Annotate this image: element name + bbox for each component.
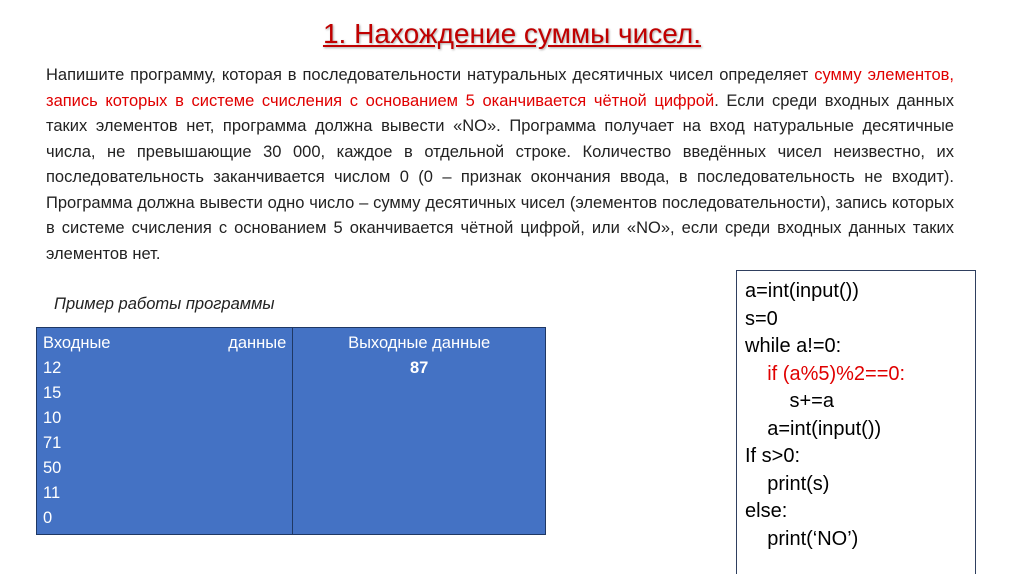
input-value: 0 bbox=[43, 509, 53, 527]
input-value: 12 bbox=[43, 359, 62, 377]
code-line-highlighted: if (a%5)%2==0: bbox=[745, 362, 906, 385]
example-caption: Пример работы программы bbox=[54, 295, 275, 313]
code-line: a=int(input()) bbox=[745, 280, 859, 302]
code-line: s+=a bbox=[745, 390, 834, 412]
code-line: else: bbox=[745, 500, 788, 522]
input-header bbox=[43, 331, 286, 356]
output-column bbox=[293, 328, 546, 535]
input-header-word2: данные bbox=[228, 334, 287, 352]
code-line: a=int(input()) bbox=[745, 417, 882, 440]
input-value: 15 bbox=[43, 384, 62, 402]
output-header: Выходные данные bbox=[348, 334, 491, 352]
code-line: If s>0: bbox=[745, 445, 801, 467]
task-text-part3: . Если среди входных данных таких элементов нет, программа должна вывести «NO». Программа получает на вход натуральные десятичные числа, не превышающие 30 000, каждое в отдельной строке. Количество введённых чисел неизвестно, их последовательность заканчивается числом 0 (0 – признак окончания ввода, в последовательность не входит). Программа должна вывести одно число – сумму десятичных чисел (элементов последовательности), запись которых в системе счисления с основанием 5 оканчивается чётной цифрой, или «NO», если среди входных данных таких элементов нет. bbox=[46, 91, 954, 263]
input-column bbox=[37, 328, 293, 535]
code-line: s=0 bbox=[745, 307, 778, 330]
task-text-part1: Напишите программу, которая в последовательности натуральных десятичных чисел определяет bbox=[46, 66, 815, 84]
task-text-highlight: сумму элементов, запись которых в системе счисления с основанием 5 оканчивается чётной цифрой bbox=[46, 66, 954, 110]
slide-title: 1. Нахождение суммы чисел. bbox=[322, 18, 702, 49]
input-value: 10 bbox=[43, 409, 62, 427]
code-line: print(s) bbox=[745, 472, 830, 495]
code-line: print(‘NO’) bbox=[745, 527, 859, 550]
output-value: 87 bbox=[409, 359, 429, 377]
input-value: 11 bbox=[43, 484, 61, 502]
task-description bbox=[46, 63, 954, 267]
input-header-word1: Входные bbox=[43, 334, 111, 352]
code-line: while a!=0: bbox=[745, 335, 842, 357]
input-value: 71 bbox=[43, 434, 62, 452]
input-value: 50 bbox=[43, 459, 62, 477]
example-table bbox=[36, 327, 546, 535]
code-block bbox=[736, 270, 976, 574]
